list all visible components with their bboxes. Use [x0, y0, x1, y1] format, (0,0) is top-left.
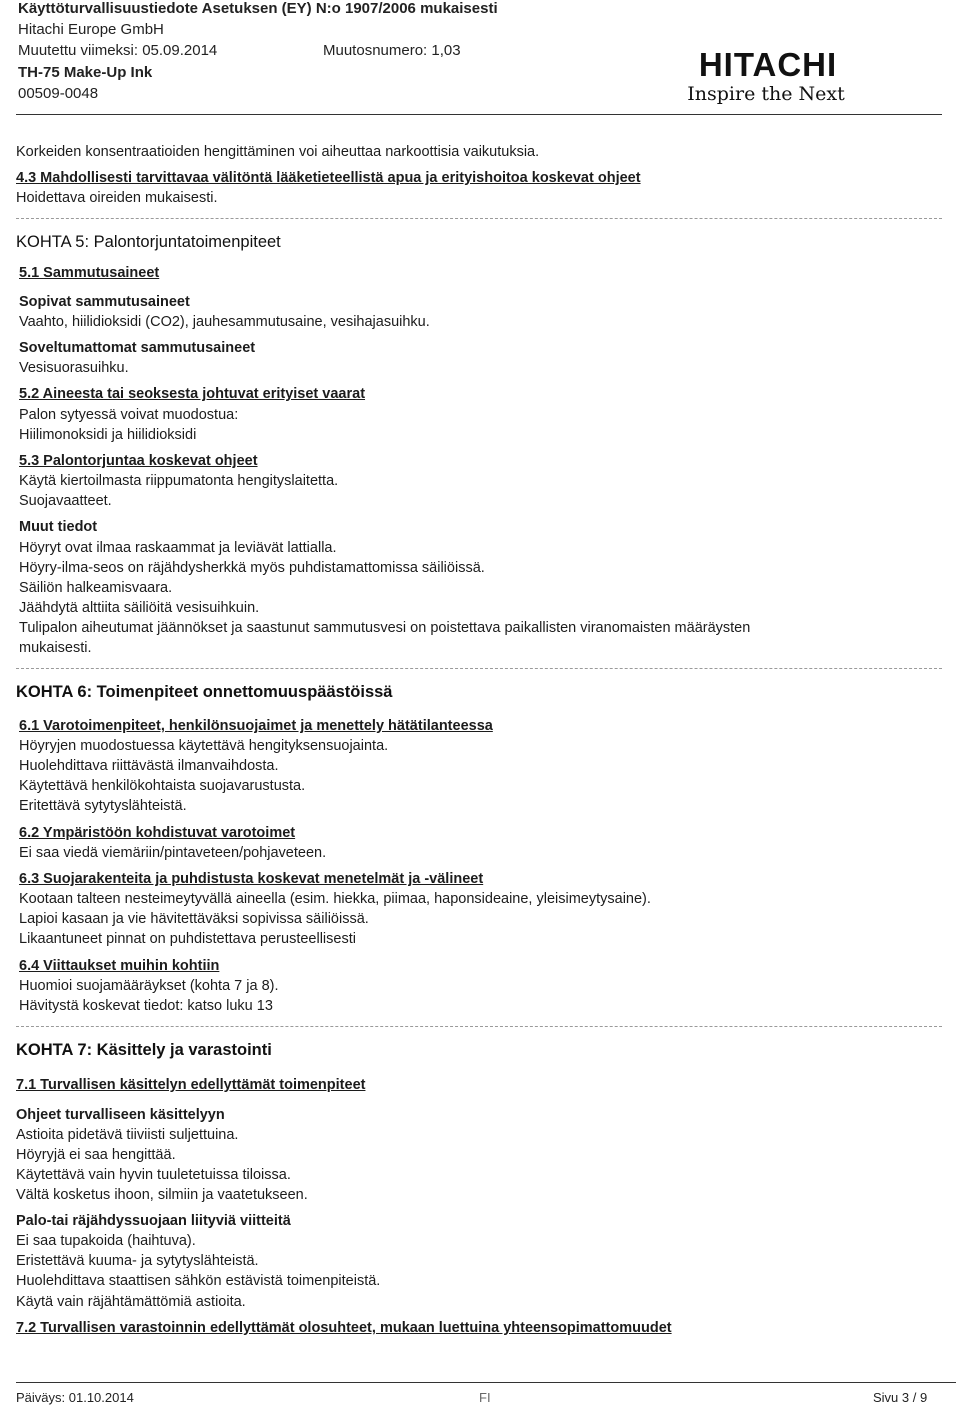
section-7-heading: KOHTA 7: Käsittely ja varastointi	[16, 1041, 272, 1059]
body-text: Höyry-ilma-seos on räjähdysherkkä myös puhdistamattomissa säiliöissä.	[19, 560, 485, 576]
body-text: Lapioi kasaan ja vie hävitettäväksi sopivissa säiliöissä.	[19, 911, 369, 927]
body-text: Hoidettava oireiden mukaisesti.	[16, 190, 218, 206]
body-text: Vesisuorasuihku.	[19, 360, 129, 376]
body-text: Hiilimonoksidi ja hiilidioksidi	[19, 427, 197, 443]
footer-page-number: Sivu 3 / 9	[873, 1390, 928, 1405]
subheading-fire-protection: Palo-tai räjähdyssuojaan liityviä viitteitä	[16, 1213, 291, 1229]
product-name: TH-75 Make-Up Ink	[18, 64, 153, 81]
body-text: Astioita pidetävä tiiviisti suljettuina.	[16, 1127, 239, 1143]
body-text: Tulipalon aiheutumat jäännökset ja saastunut sammutusvesi on poistettava paikallisten viranomaisten määräysten	[19, 620, 751, 636]
body-text: Säiliön halkeamisvaara.	[19, 580, 173, 596]
subsection-7-2: 7.2 Turvallisen varastoinnin edellyttämät olosuhteet, mukaan luettuina yhteensopimattomuudet	[16, 1320, 672, 1336]
body-text: Vältä kosketus ihoon, silmiin ja vaatetukseen.	[16, 1187, 308, 1203]
section-6-heading: KOHTA 6: Toimenpiteet onnettomuuspäästöissä	[16, 683, 393, 701]
subsection-4-3: 4.3 Mahdollisesti tarvittavaa välitöntä lääketieteellistä apua ja erityishoitoa koskevat ohjeet	[16, 170, 641, 186]
body-text: Käytä vain räjähtämättömiä astioita.	[16, 1294, 246, 1310]
body-text: Hävitystä koskevat tiedot: katso luku 13	[19, 998, 273, 1014]
body-text: mukaisesti.	[19, 640, 92, 656]
hitachi-logo	[666, 48, 870, 108]
logo-tagline: Inspire the Next	[687, 83, 845, 105]
company-name: Hitachi Europe GmbH	[18, 21, 164, 38]
body-text: Palon sytyessä voivat muodostua:	[19, 407, 239, 423]
body-text: Käytettävä vain hyvin tuuletetuissa tiloissa.	[16, 1167, 291, 1183]
subheading-other-info: Muut tiedot	[19, 519, 98, 535]
header-divider	[16, 114, 942, 115]
body-text: Höyryjen muodostuessa käytettävä hengityksensuojainta.	[19, 738, 389, 754]
body-text: Käytettävä henkilökohtaista suojavarustusta.	[19, 778, 306, 794]
sds-title: Käyttöturvallisuustiedote Asetuksen (EY) N:o 1907/2006 mukaisesti	[18, 0, 498, 17]
product-code: 00509-0048	[18, 85, 99, 102]
body-text: Käytä kiertoilmasta riippumatonta hengityslaitetta.	[19, 473, 339, 489]
body-text: Jäähdytä alttiita säiliöitä vesisuihkuin.	[19, 600, 260, 616]
subsection-5-2: 5.2 Aineesta tai seoksesta johtuvat erityiset vaarat	[19, 386, 366, 402]
subheading-unsuitable-media: Soveltumattomat sammutusaineet	[19, 340, 256, 356]
subheading-suitable-media: Sopivat sammutusaineet	[19, 294, 190, 310]
section-5-heading: KOHTA 5: Palontorjuntatoimenpiteet	[16, 233, 281, 251]
section-divider	[16, 218, 942, 219]
body-text: Vaahto, hiilidioksidi (CO2), jauhesammutusaine, vesihajasuihku.	[19, 314, 430, 330]
body-text: Huolehdittava riittävästä ilmanvaihdosta.	[19, 758, 279, 774]
section-divider	[16, 668, 942, 669]
footer-language: FI	[479, 1390, 491, 1405]
subheading-safe-handling: Ohjeet turvalliseen käsittelyyn	[16, 1107, 225, 1123]
body-text: Huolehdittava staattisen sähkön estävistä toimenpiteistä.	[16, 1273, 381, 1289]
body-text: Höyryt ovat ilmaa raskaammat ja leviävät lattialla.	[19, 540, 337, 556]
modified-date: Muutettu viimeksi: 05.09.2014	[18, 42, 218, 59]
revision-number: Muutosnumero: 1,03	[323, 42, 461, 59]
subsection-5-1: 5.1 Sammutusaineet	[19, 265, 160, 281]
subsection-6-4: 6.4 Viittaukset muihin kohtiin	[19, 958, 220, 974]
subsection-6-1: 6.1 Varotoimenpiteet, henkilönsuojaimet ja menettely hätätilanteessa	[19, 718, 493, 734]
body-text: Likaantuneet pinnat on puhdistettava perusteellisesti	[19, 931, 356, 947]
body-text: Ei saa viedä viemäriin/pintaveteen/pohjaveteen.	[19, 845, 327, 861]
subsection-5-3: 5.3 Palontorjuntaa koskevat ohjeet	[19, 453, 258, 469]
footer-divider	[16, 1382, 956, 1383]
section-divider	[16, 1026, 942, 1027]
body-text: Ei saa tupakoida (haihtuva).	[16, 1233, 196, 1249]
body-text: Kootaan talteen nesteimeytyvällä aineella (esim. hiekka, piimaa, haponsideaine, yleisimeytysaine).	[19, 891, 651, 907]
body-text: Eritettävä sytytyslähteistä.	[19, 798, 187, 814]
footer-date: Päiväys: 01.10.2014	[16, 1390, 134, 1405]
body-text: Eristettävä kuuma- ja sytytyslähteistä.	[16, 1253, 259, 1269]
subsection-6-3: 6.3 Suojarakenteita ja puhdistusta koskevat menetelmät ja -välineet	[19, 871, 484, 887]
body-text: Huomioi suojamääräykset (kohta 7 ja 8).	[19, 978, 279, 994]
logo-wordmark: HITACHI	[698, 48, 838, 83]
body-text: Korkeiden konsentraatioiden hengittäminen voi aiheuttaa narkoottisia vaikutuksia.	[16, 144, 540, 160]
body-text: Suojavaatteet.	[19, 493, 112, 509]
subsection-7-1: 7.1 Turvallisen käsittelyn edellyttämät toimenpiteet	[16, 1077, 366, 1093]
body-text: Höyryjä ei saa hengittää.	[16, 1147, 176, 1163]
subsection-6-2: 6.2 Ympäristöön kohdistuvat varotoimet	[19, 825, 296, 841]
